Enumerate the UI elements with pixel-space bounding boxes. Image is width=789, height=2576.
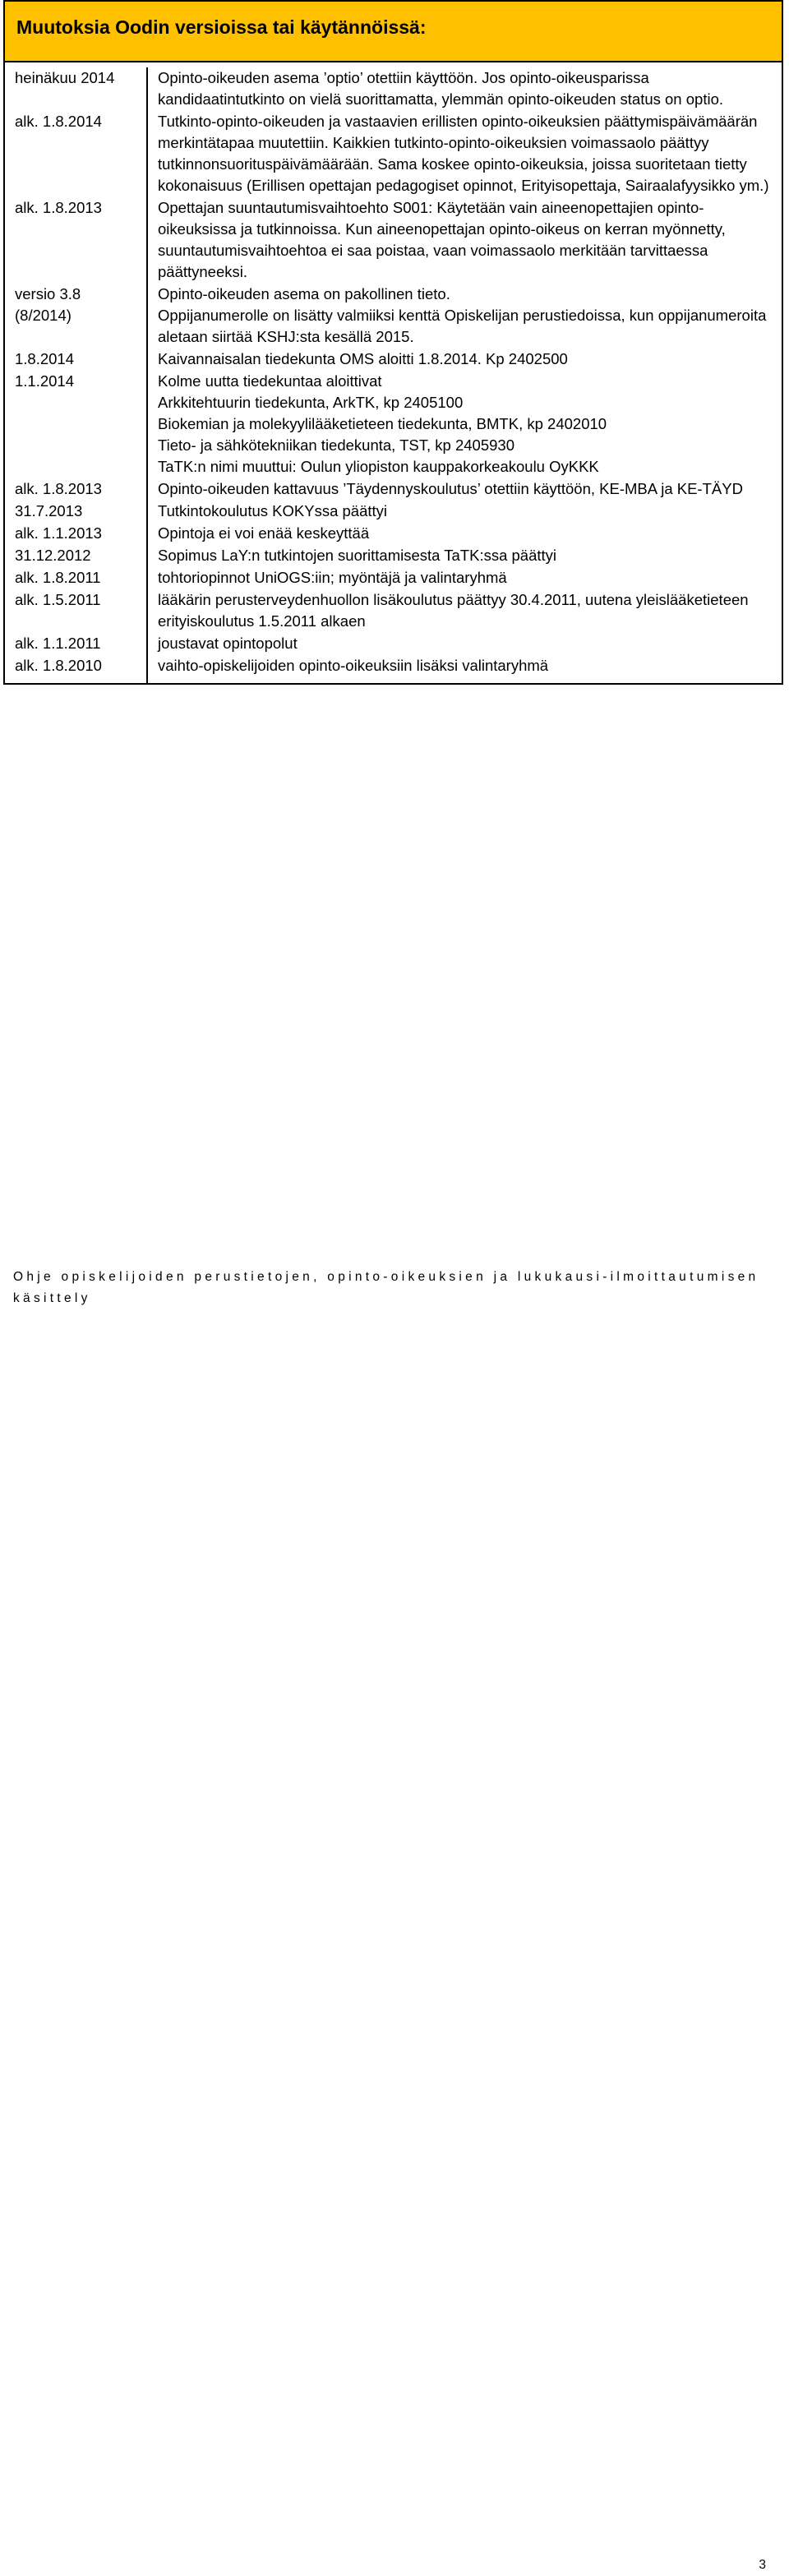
table-row <box>5 478 782 500</box>
row-date: 31.7.2013 <box>15 502 83 519</box>
description-line: Tieto- ja sähkötekniikan tiedekunta, TST, kp 2405930 <box>158 436 514 454</box>
page-footer <box>13 1267 777 2572</box>
description-line: TaTK:n nimi muuttui: Oulun yliopiston kauppakorkeakoulu OyKKK <box>158 458 599 475</box>
row-description <box>146 111 782 196</box>
table-body <box>5 67 782 683</box>
table-row <box>5 523 782 544</box>
page-number: 3 <box>759 2558 766 2572</box>
row-date: alk. 1.5.2011 <box>15 591 101 608</box>
row-date: alk. 1.8.2014 <box>15 113 102 130</box>
table-row <box>5 633 782 654</box>
table-row <box>5 284 782 348</box>
table-header <box>5 0 782 62</box>
row-description <box>146 545 782 566</box>
description-line: vaihto-opiskelijoiden opinto-oikeuksiin lisäksi valintaryhmä <box>158 657 549 674</box>
table-row <box>5 197 782 283</box>
description-line: tohtoriopinnot UniOGS:iin; myöntäjä ja valintaryhmä <box>158 569 507 586</box>
row-description <box>146 197 782 283</box>
table-row <box>5 111 782 196</box>
table-row <box>5 655 782 676</box>
table-row <box>5 349 782 370</box>
row-date: alk. 1.8.2013 <box>15 199 102 216</box>
footer-text: Ohje opiskelijoiden perustietojen, opinto-oikeuksien ja lukukausi-ilmoittautumisen käsittely <box>13 1270 759 1305</box>
row-description <box>146 67 782 110</box>
changes-table <box>3 0 783 685</box>
row-date: heinäkuu 2014 <box>15 69 115 86</box>
row-date: 31.12.2012 <box>15 547 91 564</box>
row-date: alk. 1.8.2013 <box>15 480 102 497</box>
table-row <box>5 501 782 522</box>
row-date: alk. 1.8.2010 <box>15 657 102 674</box>
row-description <box>146 567 782 589</box>
description-line: Opinto-oikeuden kattavuus ’Täydennyskoulutus’ otettiin käyttöön, KE-MBA ja KE-TÄYD <box>158 480 743 497</box>
table-row <box>5 371 782 478</box>
description-line: Opinto-oikeuden asema ’optio’ otettiin käyttöön. Jos opinto-oikeusparissa kandidaatintutkinto on vielä suorittamatta, ylemmän opinto-oikeuden status on optio. <box>158 69 723 108</box>
description-line: Tutkintokoulutus KOKYssa päättyi <box>158 502 388 519</box>
table-row <box>5 567 782 589</box>
row-date: alk. 1.1.2011 <box>15 635 101 652</box>
row-date: 1.1.2014 <box>15 372 75 390</box>
row-date: 1.8.2014 <box>15 350 75 367</box>
description-line: Kolme uutta tiedekuntaa aloittivat <box>158 372 382 390</box>
table-row <box>5 589 782 632</box>
description-line: Sopimus LaY:n tutkintojen suorittamisesta TaTK:ssa päättyi <box>158 547 557 564</box>
row-description <box>146 655 782 676</box>
row-description <box>146 349 782 370</box>
row-description <box>146 589 782 632</box>
row-date: alk. 1.1.2013 <box>15 524 102 542</box>
page-title: Muutoksia Oodin versioissa tai käytännöissä: <box>16 16 427 38</box>
row-description <box>146 371 782 478</box>
description-line: Arkkitehtuurin tiedekunta, ArkTK, kp 2405100 <box>158 394 464 411</box>
description-line: lääkärin perusterveydenhuollon lisäkoulutus päättyy 30.4.2011, uutena yleislääketieteen erityiskoulutus 1.5.2011 alkaen <box>158 591 749 630</box>
table-row <box>5 545 782 566</box>
row-date: versio 3.8 (8/2014) <box>15 285 81 324</box>
row-description <box>146 478 782 500</box>
description-line: Opinto-oikeuden asema on pakollinen tieto. <box>158 285 450 302</box>
description-line: Biokemian ja molekyylilääketieteen tiedekunta, BMTK, kp 2402010 <box>158 415 607 432</box>
row-description <box>146 523 782 544</box>
description-line: Kaivannaisalan tiedekunta OMS aloitti 1.8.2014. Kp 2402500 <box>158 350 568 367</box>
description-line: Tutkinto-opinto-oikeuden ja vastaavien erillisten opinto-oikeuksien päättymispäivämäärän merkintätapaa muutettiin. Kaikkien tutkinto-opinto-oikeuksien voimassaolo päättyy tutkinnonsuorituspäivämäärään. Sama koskee opinto-oikeuksia, joissa suoritetaan tietty kokonaisuus (Erillisen opettajan pedagogiset opinnot, Erityisopettaja, Sairaalafyysikko ym.) <box>158 113 769 194</box>
table-row <box>5 67 782 110</box>
description-line: Opintoja ei voi enää keskeyttää <box>158 524 370 542</box>
description-line: Oppijanumerolle on lisätty valmiiksi kenttä Opiskelijan perustiedoissa, kun oppijanumeroita aletaan siirtää KSHJ:sta kesällä 2015. <box>158 307 767 345</box>
row-description <box>146 284 782 348</box>
row-date: alk. 1.8.2011 <box>15 569 101 586</box>
row-description <box>146 501 782 522</box>
row-description <box>146 633 782 654</box>
description-line: Opettajan suuntautumisvaihtoehto S001: Käytetään vain aineenopettajien opinto-oikeuksissa ja tutkinnoissa. Kun aineenopettajan opinto-oikeus on kerran myönnetty, suuntautumisvaihtoehtoa ei saa poistaa, vaan voimassaolo merkitään tarvittaessa päättyneeksi. <box>158 199 726 280</box>
description-line: joustavat opintopolut <box>158 635 298 652</box>
